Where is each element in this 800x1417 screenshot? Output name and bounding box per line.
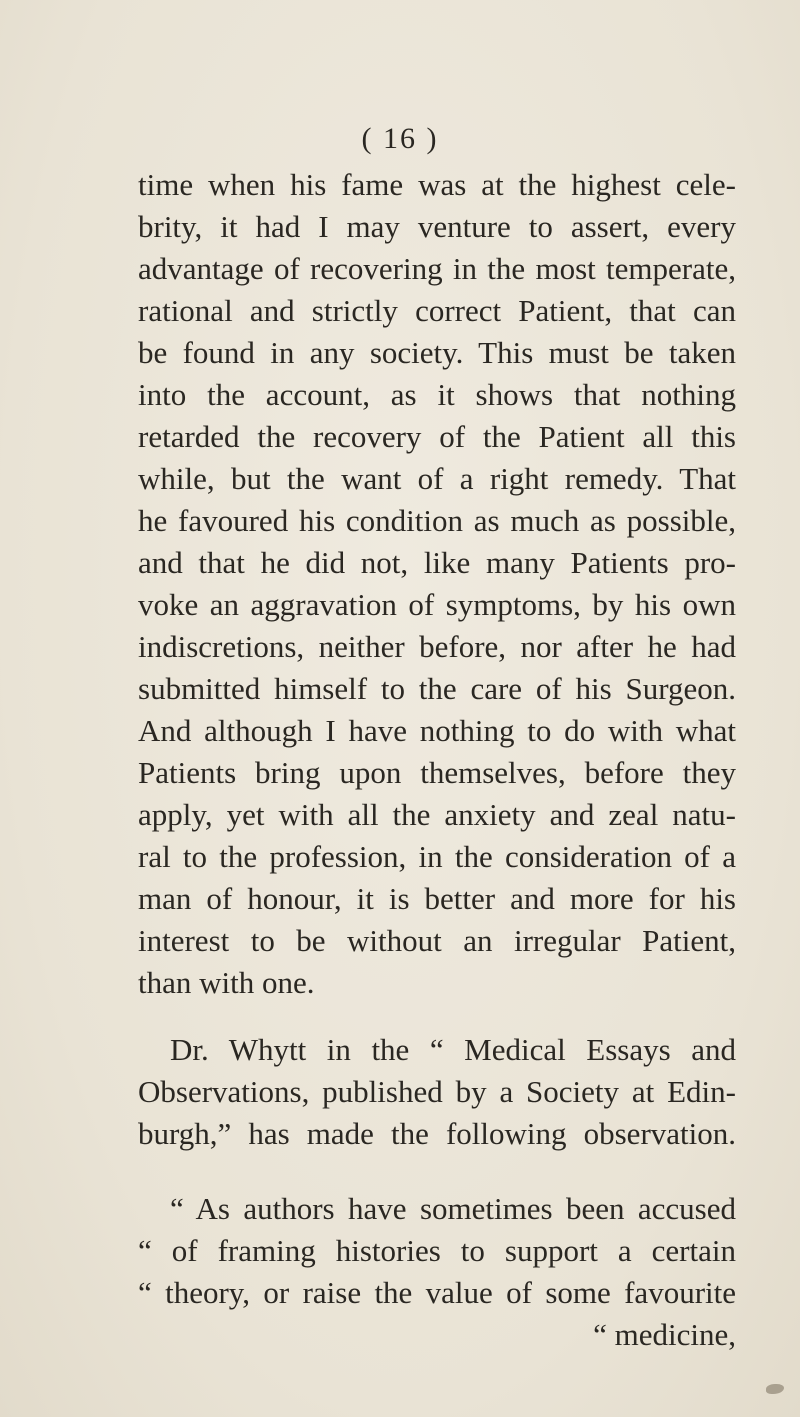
text-line: and that he did not, like many Patients pro- — [138, 545, 736, 580]
text-line: Patients bring upon themselves, before they — [138, 755, 736, 790]
text-line: burgh,” has made the following observation. — [138, 1116, 736, 1151]
text-line: And although I have nothing to do with what — [138, 713, 736, 748]
text-line: ral to the profession, in the consideration of a — [138, 839, 736, 874]
text-line: he favoured his condition as much as possible, — [138, 503, 736, 538]
text-line: time when his fame was at the highest cele- — [138, 167, 736, 202]
page-number: ( 16 ) — [361, 122, 439, 155]
text-line: than with one. — [138, 965, 315, 1000]
quotation — [138, 1188, 736, 1356]
text-line: “ of framing histories to support a certain — [138, 1233, 736, 1268]
text-line: be found in any society. This must be taken — [138, 335, 736, 370]
text-line: “ medicine, — [593, 1317, 736, 1352]
text-line: voke an aggravation of symptoms, by his own — [138, 587, 736, 622]
text-line: submitted himself to the care of his Surgeon. — [138, 671, 736, 706]
text-line: into the account, as it shows that nothing — [138, 377, 736, 412]
text-line: interest to be without an irregular Patient, — [138, 923, 736, 958]
paper-blemish — [766, 1384, 784, 1394]
paragraph-1 — [138, 164, 736, 1004]
text-line: man of honour, it is better and more for his — [138, 881, 736, 916]
text-line: “ As authors have sometimes been accused — [170, 1191, 736, 1226]
text-line: while, but the want of a right remedy. That — [138, 461, 736, 496]
text-line: brity, it had I may venture to assert, every — [138, 209, 736, 244]
text-line: apply, yet with all the anxiety and zeal natu- — [138, 797, 736, 832]
text-line: “ theory, or raise the value of some favourite — [138, 1275, 736, 1310]
paragraph-2 — [138, 1029, 736, 1155]
text-line: Dr. Whytt in the “ Medical Essays and — [170, 1032, 736, 1067]
text-line: retarded the recovery of the Patient all this — [138, 419, 736, 454]
text-line: Observations, published by a Society at Edin- — [138, 1074, 736, 1109]
text-line: rational and strictly correct Patient, that can — [138, 293, 736, 328]
text-line: advantage of recovering in the most temperate, — [138, 251, 736, 286]
text-line: indiscretions, neither before, nor after he had — [138, 629, 736, 664]
